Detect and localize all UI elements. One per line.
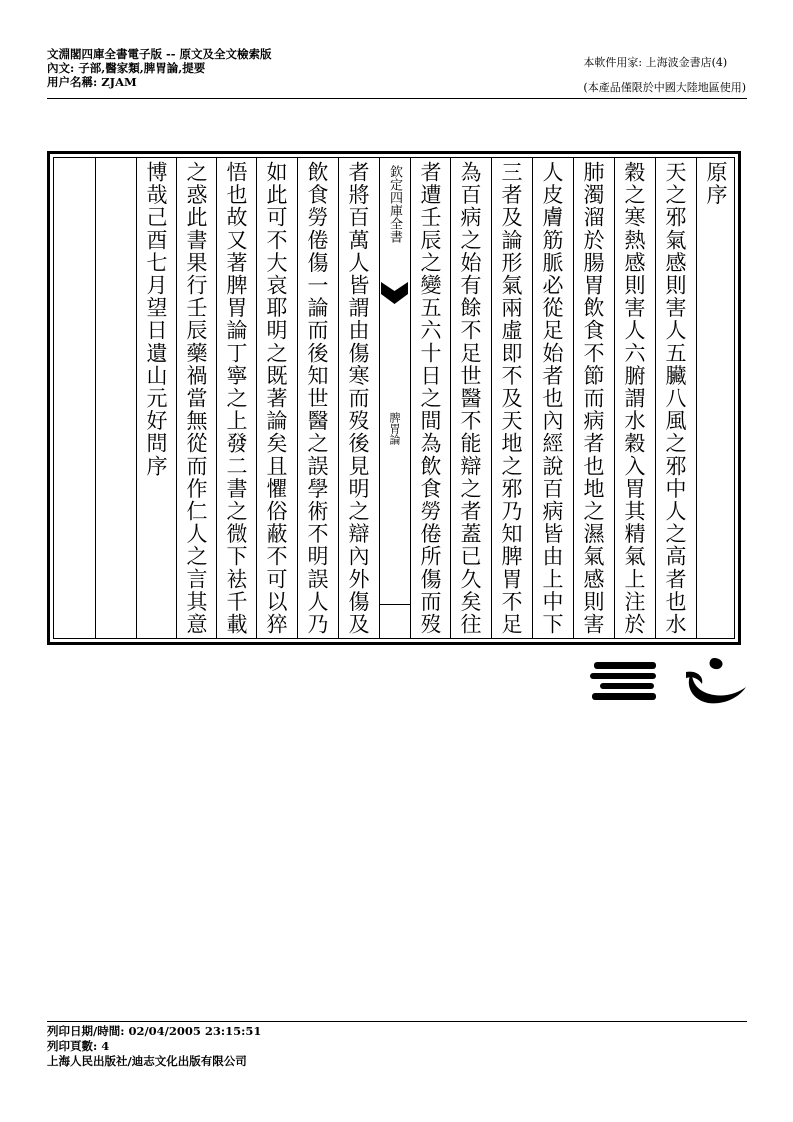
text-column [96, 157, 134, 639]
print-datetime: 列印日期/時間: 02/04/2005 23:15:51 [47, 1024, 262, 1038]
text-column: 者遭壬辰之變五六十日之間為飲食勞倦所傷而歿 [418, 161, 442, 636]
text-column: 者將百萬人皆謂由傷寒而歿後見明之辯內外傷及 [346, 161, 370, 636]
text-column: 穀之寒熱感則害人六腑謂水穀入胃其精氣上注於 [622, 161, 646, 636]
text-column: 博哉己酉七月望日遺山元好問序 [144, 161, 168, 478]
header-left [47, 47, 272, 89]
text-column: 為百病之始有餘不足世醫不能辯之者蓋已久矣往 [458, 161, 482, 636]
fold-title: 欽定四庫全書 [387, 165, 402, 243]
text-column: 原序 [704, 161, 728, 207]
header-content-path: 內文: 子部,醫家類,脾胃論,提要 [47, 61, 206, 75]
text-column: 天之邪氣感則害人五臟八風之邪中人之高者也水 [663, 161, 687, 636]
fold-book-name: 脾胃論 [388, 412, 401, 445]
fold-fishtail-icon [381, 282, 408, 304]
header-divider [47, 98, 747, 99]
footer-divider [47, 1021, 747, 1022]
header-licensee: 本軟件用家: 上海波金書店(4) [583, 56, 728, 69]
publisher: 上海人民出版社/迪志文化出版有限公司 [47, 1054, 247, 1068]
text-column: 肺濁溜於腸胃飲食不節而病者也地之濕氣感則害 [581, 161, 605, 636]
text-column [55, 157, 93, 639]
publisher-logo-icon [590, 656, 750, 708]
header-username: 用户名稱: ZJAM [47, 75, 137, 89]
text-column: 飲食勞倦傷一論而後知世醫之誤學術不明誤人乃 [305, 161, 329, 636]
text-column: 三者及論形氣兩虛即不及天地之邪乃知脾胃不足 [499, 161, 523, 636]
text-column: 人皮膚筋脈必從足始者也內經說百病皆由上中下 [540, 161, 564, 636]
header-title: 文淵閣四庫全書電子版 -- 原文及全文檢索版 [47, 47, 272, 61]
fold-rule [379, 604, 410, 605]
text-column: 悟也故又著脾胃論丁寧之上發二書之微下袪千載 [224, 161, 248, 636]
center-fold [379, 157, 410, 639]
footer [47, 1024, 261, 1069]
header-region-note: (本產品僅限於中國大陸地區使用) [583, 81, 746, 94]
text-column: 之惑此書果行壬辰藥禍當無從而作仁人之言其意 [184, 161, 208, 636]
print-page-count: 列印頁數: 4 [47, 1039, 110, 1053]
header-right [583, 50, 746, 100]
text-column: 如此可不大哀耶明之既著論矣且懼俗蔽不可以猝 [264, 161, 288, 636]
